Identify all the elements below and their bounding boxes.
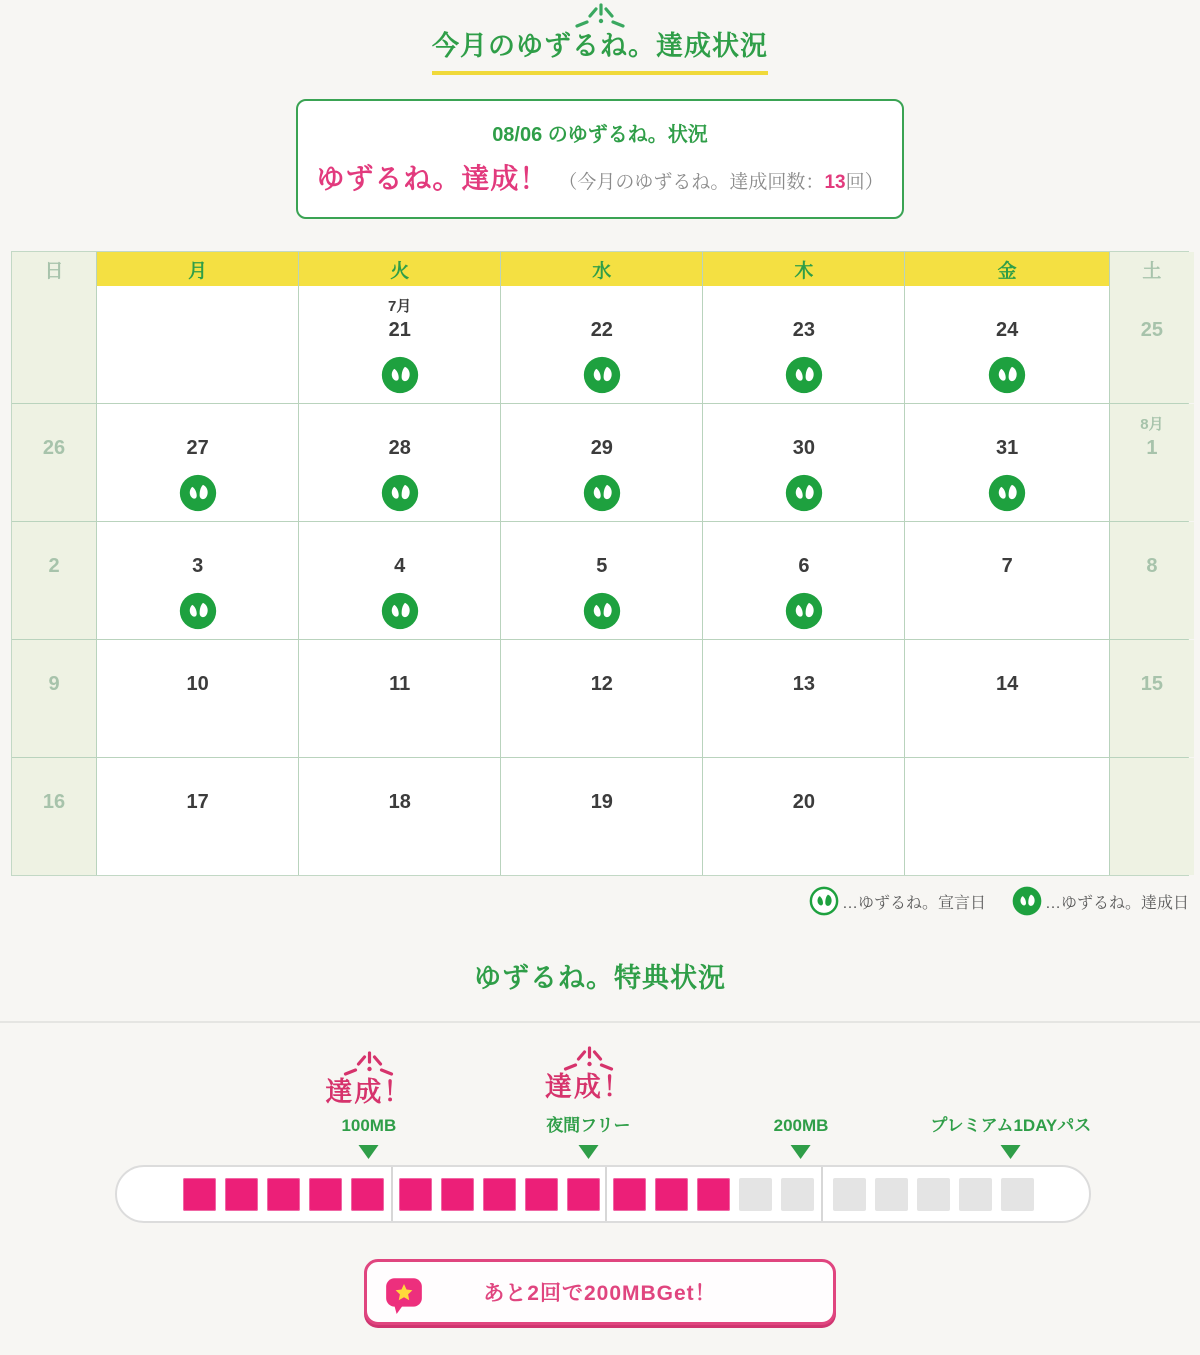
legend-label: …ゆずるね。宣言日 xyxy=(841,894,986,912)
progress-slot-filled xyxy=(483,1178,516,1211)
weekday-header-1: 月 xyxy=(97,252,298,286)
calendar-day-cell xyxy=(703,286,904,403)
next-reward-message-box xyxy=(364,1259,836,1325)
date-number: 27 xyxy=(186,437,209,460)
calendar-day-cell xyxy=(703,640,904,757)
calendar-day-cell xyxy=(1110,404,1194,521)
calendar-day-cell xyxy=(97,404,298,521)
progress-segment-2 xyxy=(607,1167,822,1221)
calendar-day-cell xyxy=(12,522,96,639)
date-number: 4 xyxy=(394,555,406,578)
date-number: 30 xyxy=(792,437,816,460)
progress-slot-empty xyxy=(917,1178,950,1211)
date-number: 26 xyxy=(42,437,66,460)
date-number: 19 xyxy=(590,791,613,814)
weekday-header-4: 木 xyxy=(703,252,904,286)
yuzurune-achieved-icon xyxy=(583,356,621,394)
yuzurune-achieved-icon xyxy=(381,592,419,630)
progress-segment-3 xyxy=(823,1167,1089,1221)
calendar-day-cell xyxy=(299,286,500,403)
month-label: 7月 xyxy=(388,298,412,316)
date-number: 11 xyxy=(389,673,411,696)
milestone-label: 200MB xyxy=(773,1116,829,1136)
progress-slot-empty xyxy=(833,1178,866,1211)
yuzurune-achieved-icon xyxy=(988,474,1026,512)
progress-slot-filled xyxy=(351,1178,384,1211)
calendar-week-row xyxy=(12,522,1188,639)
calendar-day-cell xyxy=(97,286,298,403)
legend-item-declared xyxy=(809,886,986,916)
date-number: 29 xyxy=(590,437,613,460)
calendar-day-cell xyxy=(12,286,96,403)
date-number: 12 xyxy=(590,673,613,696)
calendar-day-cell xyxy=(12,404,96,521)
star-speech-bubble-icon xyxy=(383,1273,425,1315)
next-reward-message: あと2回で200MBGet！ xyxy=(483,1282,717,1306)
status-card xyxy=(296,99,904,219)
calendar-day-cell xyxy=(501,640,702,757)
calendar-week-row xyxy=(12,758,1188,875)
status-count-value: 13 xyxy=(824,172,846,194)
progress-segment-1 xyxy=(393,1167,607,1221)
milestone-achieved-badge: 達成！ xyxy=(544,1071,632,1102)
date-number: 16 xyxy=(42,791,66,814)
yuzurune-achieved-icon xyxy=(381,356,419,394)
rewards-title: ゆずるね。特典状況 xyxy=(474,963,726,994)
status-date-line: 08/06 のゆずるね。状況 xyxy=(492,124,708,147)
progress-slot-filled xyxy=(399,1178,432,1211)
progress-slot-empty xyxy=(875,1178,908,1211)
date-number: 21 xyxy=(388,319,411,342)
date-number: 7 xyxy=(1001,555,1013,578)
date-number: 15 xyxy=(1140,673,1164,696)
calendar-day-cell xyxy=(1110,522,1194,639)
calendar-day-cell xyxy=(12,640,96,757)
progress-segment-0 xyxy=(117,1167,393,1221)
status-count xyxy=(558,167,883,194)
date-number: 1 xyxy=(1146,437,1158,460)
reward-progress-bar xyxy=(115,1165,1091,1223)
status-result: ゆずるね。達成！ xyxy=(316,163,549,195)
milestone-1 xyxy=(545,1045,632,1160)
milestone-0 xyxy=(325,1050,412,1160)
calendar-day-cell xyxy=(97,640,298,757)
progress-slot-filled xyxy=(183,1178,216,1211)
yuzurune-achieved-icon xyxy=(381,474,419,512)
progress-slot-filled xyxy=(309,1178,342,1211)
yuzurune-achieved-icon xyxy=(785,474,823,512)
date-number: 14 xyxy=(996,673,1019,696)
legend-label: …ゆずるね。達成日 xyxy=(1044,894,1189,912)
calendar-day-cell xyxy=(703,758,904,875)
calendar-week-row xyxy=(12,640,1188,757)
date-number: 28 xyxy=(388,437,411,460)
milestone-pointer-triangle-icon xyxy=(578,1145,598,1159)
calendar-week-row xyxy=(12,404,1188,521)
progress-slot-filled xyxy=(441,1178,474,1211)
calendar-day-cell xyxy=(905,522,1108,639)
calendar-week-row xyxy=(12,286,1188,403)
progress-slot-filled xyxy=(697,1178,730,1211)
date-number: 3 xyxy=(192,555,204,578)
calendar-day-cell xyxy=(905,758,1108,875)
date-number: 31 xyxy=(996,437,1019,460)
rewards-divider xyxy=(0,1021,1200,1023)
date-number: 2 xyxy=(48,555,60,578)
progress-slot-filled xyxy=(567,1178,600,1211)
date-number: 8 xyxy=(1146,555,1158,578)
yuzurune-achieved-icon xyxy=(583,474,621,512)
date-number: 20 xyxy=(792,791,816,814)
yuzurune-achieved-icon xyxy=(785,592,823,630)
milestone-3 xyxy=(930,1102,1091,1159)
calendar-day-cell xyxy=(501,522,702,639)
progress-slot-filled xyxy=(613,1178,646,1211)
milestone-pointer-triangle-icon xyxy=(791,1145,811,1159)
milestone-pointer-triangle-icon xyxy=(1001,1145,1021,1159)
milestone-2 xyxy=(774,1107,829,1159)
yuzurune-achieved-icon xyxy=(785,356,823,394)
calendar-day-cell xyxy=(501,404,702,521)
calendar-body xyxy=(12,286,1188,875)
date-number: 9 xyxy=(48,673,60,696)
date-number: 22 xyxy=(590,319,613,342)
date-number: 5 xyxy=(596,555,608,578)
progress-slot-filled xyxy=(655,1178,688,1211)
weekday-header-2: 火 xyxy=(299,252,500,286)
calendar-day-cell xyxy=(703,522,904,639)
yuzurune-achieved-icon xyxy=(1012,886,1042,916)
calendar-day-cell xyxy=(1110,286,1194,403)
calendar-day-cell xyxy=(299,640,500,757)
calendar-day-cell xyxy=(97,758,298,875)
calendar-day-cell xyxy=(299,522,500,639)
calendar-day-cell xyxy=(97,522,298,639)
calendar-day-cell xyxy=(905,404,1108,521)
yuzurune-achieved-icon xyxy=(988,356,1026,394)
month-label: 8月 xyxy=(1140,416,1164,434)
sparkle-icon xyxy=(557,1045,619,1073)
date-number: 13 xyxy=(792,673,816,696)
calendar-day-cell xyxy=(501,286,702,403)
page-header xyxy=(0,0,1200,75)
yuzurune-declared-icon xyxy=(809,886,839,916)
calendar-day-cell xyxy=(905,286,1108,403)
date-number: 24 xyxy=(996,319,1019,342)
progress-slot-filled xyxy=(525,1178,558,1211)
yuzurune-achieved-icon xyxy=(583,592,621,630)
milestone-pointer-triangle-icon xyxy=(359,1145,379,1159)
date-number: 18 xyxy=(388,791,411,814)
progress-slot-empty xyxy=(1001,1178,1034,1211)
weekday-header-3: 水 xyxy=(501,252,702,286)
milestone-label: 夜間フリー xyxy=(546,1116,631,1136)
date-number: 6 xyxy=(798,555,810,578)
weekday-header-6: 土 xyxy=(1110,252,1194,286)
calendar-day-cell xyxy=(1110,640,1194,757)
calendar-legend xyxy=(11,886,1189,916)
reward-milestones xyxy=(115,1031,1091,1159)
calendar-day-cell xyxy=(501,758,702,875)
date-number: 10 xyxy=(186,673,209,696)
weekday-header-5: 金 xyxy=(905,252,1108,286)
milestone-label: 100MB xyxy=(341,1116,397,1136)
calendar-header-row xyxy=(12,252,1188,286)
progress-slot-empty xyxy=(959,1178,992,1211)
milestone-label: プレミアム1DAYパス xyxy=(930,1116,1092,1136)
yuzurune-achieved-icon xyxy=(179,474,217,512)
date-number: 23 xyxy=(792,319,816,342)
calendar-day-cell xyxy=(12,758,96,875)
page-title: 今月のゆずるね。達成状況 xyxy=(432,30,768,75)
weekday-header-0: 日 xyxy=(12,252,96,286)
progress-slot-empty xyxy=(781,1178,814,1211)
sparkle-icon xyxy=(569,2,631,30)
legend-item-achieved xyxy=(1012,886,1189,916)
calendar-day-cell xyxy=(703,404,904,521)
status-count-suffix: 回） xyxy=(845,172,884,194)
calendar-day-cell xyxy=(1110,758,1194,875)
status-count-prefix: （今月のゆずるね。達成回数： xyxy=(558,172,825,194)
progress-slot-filled xyxy=(267,1178,300,1211)
sparkle-icon xyxy=(338,1050,400,1078)
milestone-achieved-badge: 達成！ xyxy=(325,1076,413,1107)
yuzurune-achieved-icon xyxy=(179,592,217,630)
date-number: 17 xyxy=(186,791,209,814)
date-number: 25 xyxy=(1140,319,1164,342)
calendar-day-cell xyxy=(299,404,500,521)
progress-slot-empty xyxy=(739,1178,772,1211)
calendar-day-cell xyxy=(905,640,1108,757)
progress-slot-filled xyxy=(225,1178,258,1211)
achievement-calendar xyxy=(11,251,1189,876)
calendar-day-cell xyxy=(299,758,500,875)
